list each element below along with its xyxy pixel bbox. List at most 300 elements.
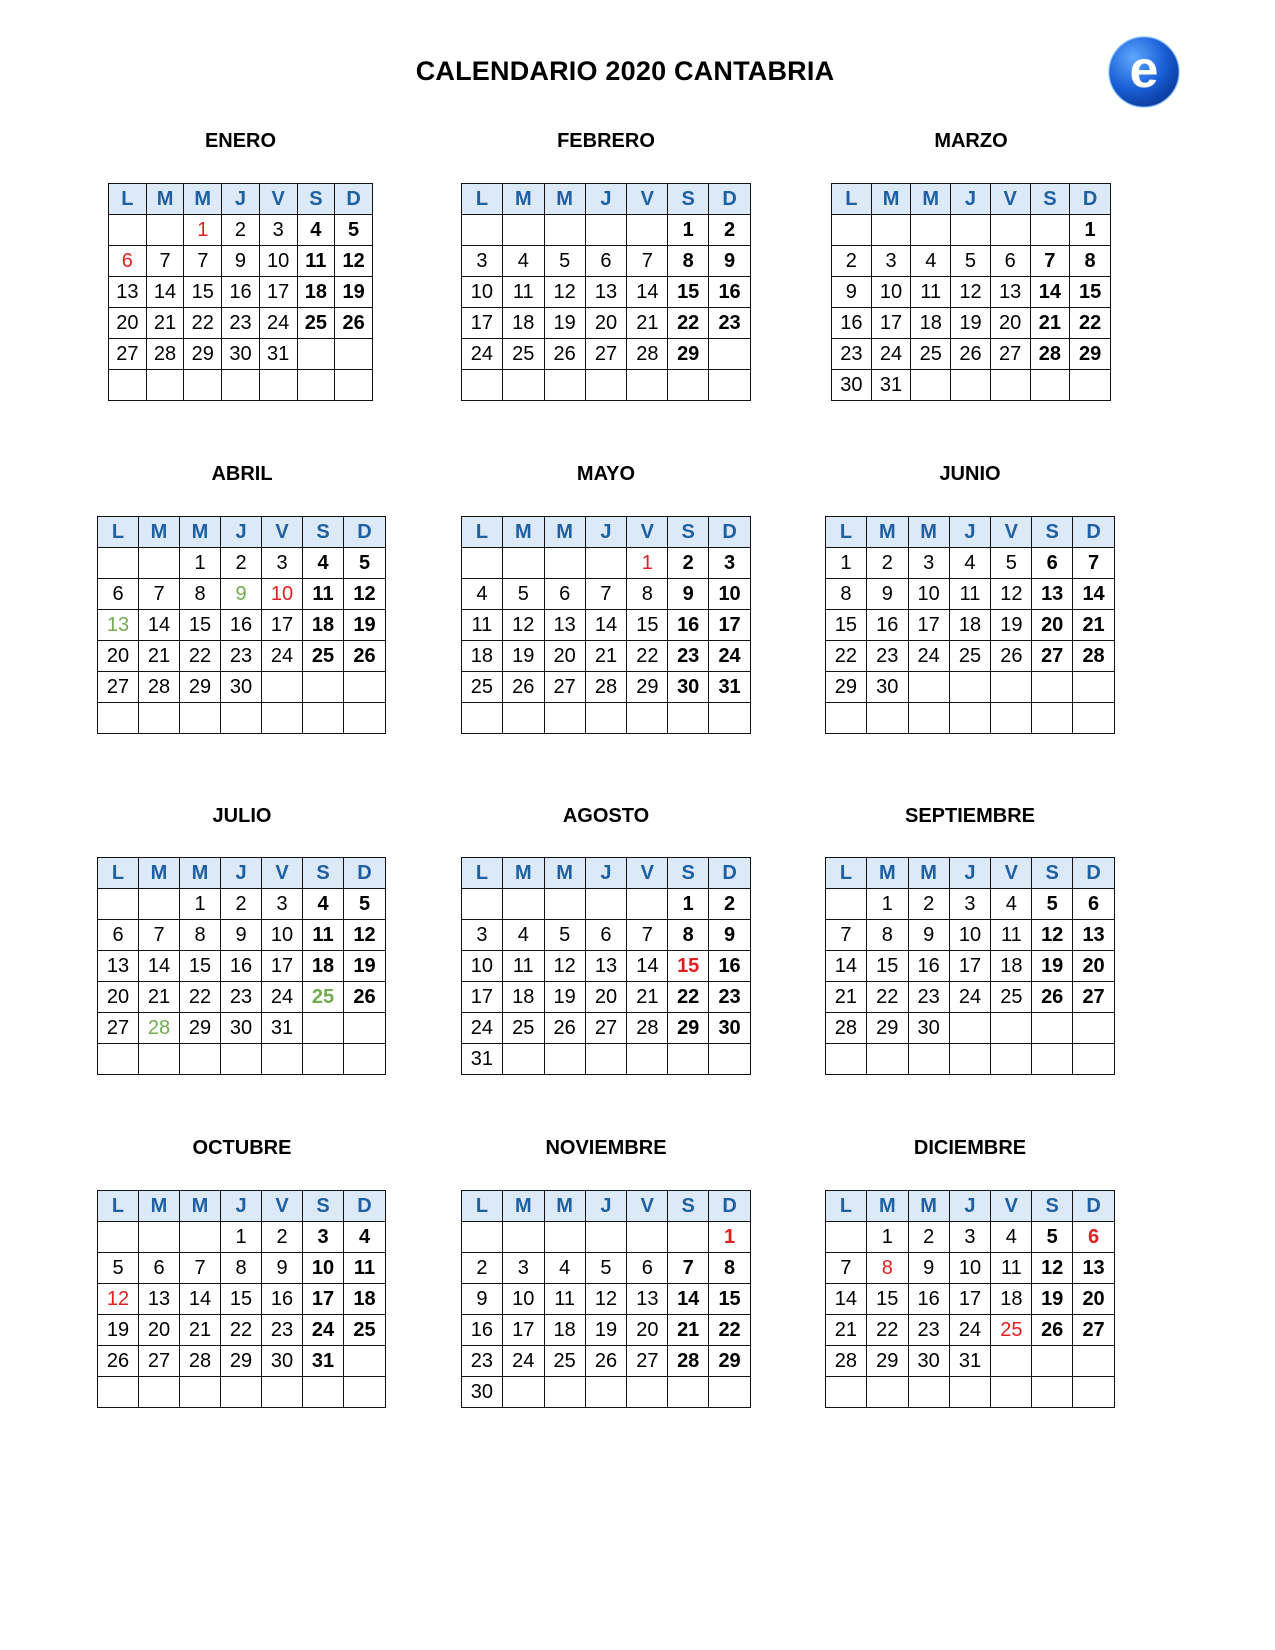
day-cell: 11: [544, 1284, 585, 1315]
day-cell: [502, 703, 544, 734]
day-cell: [297, 339, 335, 370]
day-cell: 9: [668, 579, 709, 610]
day-cell: [462, 889, 503, 920]
logo-letter: e: [1129, 41, 1159, 99]
weekday-header: M: [139, 858, 180, 889]
month-table: [461, 1190, 751, 1408]
day-cell: 1: [866, 1222, 908, 1253]
day-cell: 14: [826, 1284, 867, 1315]
day-cell: 24: [462, 339, 503, 370]
day-cell: 2: [866, 548, 908, 579]
day-cell: 24: [709, 641, 751, 672]
day-cell: 5: [335, 215, 373, 246]
day-cell: 12: [585, 1284, 627, 1315]
day-cell: 7: [184, 246, 222, 277]
day-cell: 27: [585, 339, 627, 370]
day-cell: [98, 889, 139, 920]
day-cell: 25: [991, 982, 1032, 1013]
day-cell: 29: [184, 339, 222, 370]
day-cell: 6: [1073, 1222, 1115, 1253]
month-octubre: [97, 1135, 387, 1372]
weekday-header: L: [462, 1191, 503, 1222]
day-cell: 27: [98, 672, 139, 703]
day-cell: [502, 1377, 544, 1408]
day-cell: 21: [1073, 610, 1115, 641]
day-cell: 28: [180, 1346, 221, 1377]
day-cell: 7: [627, 246, 668, 277]
day-cell: [627, 370, 668, 401]
weekday-header: S: [1032, 517, 1073, 548]
day-cell: 13: [98, 951, 139, 982]
day-cell: 30: [221, 672, 262, 703]
week-row: [826, 1346, 1115, 1377]
weekday-header: V: [627, 184, 668, 215]
day-cell: 8: [668, 920, 709, 951]
day-cell: [991, 1013, 1032, 1044]
day-cell: 6: [98, 920, 139, 951]
weekday-header: L: [826, 517, 867, 548]
day-cell: 24: [259, 308, 297, 339]
month-julio: [97, 803, 387, 1039]
weekday-header: M: [180, 517, 221, 548]
week-row: [462, 339, 751, 370]
month-name: NOVIEMBRE: [545, 1137, 667, 1159]
day-cell: [544, 1222, 585, 1253]
day-cell: [1032, 703, 1073, 734]
day-cell: 12: [344, 920, 386, 951]
day-cell: [627, 215, 668, 246]
weekday-header: S: [1030, 184, 1070, 215]
day-cell: [139, 548, 180, 579]
day-cell: 2: [668, 548, 709, 579]
weekday-header: D: [709, 517, 751, 548]
day-cell: 19: [344, 951, 386, 982]
day-cell: 17: [462, 982, 503, 1013]
day-cell: [585, 1222, 627, 1253]
week-row: [98, 1284, 386, 1315]
day-cell: [344, 1044, 386, 1075]
day-cell: [109, 215, 147, 246]
day-cell: 23: [709, 308, 751, 339]
day-cell: 2: [709, 889, 751, 920]
day-cell: 14: [1030, 277, 1070, 308]
day-cell: 26: [98, 1346, 139, 1377]
day-cell: [826, 1222, 867, 1253]
day-cell: [146, 370, 184, 401]
day-cell: [951, 370, 991, 401]
day-cell: 21: [826, 1315, 867, 1346]
week-row: [462, 703, 751, 734]
day-cell: [297, 370, 335, 401]
day-cell: [826, 889, 867, 920]
day-cell: [668, 1222, 709, 1253]
month-noviembre: [461, 1135, 751, 1403]
day-cell: [908, 1377, 949, 1408]
day-cell: [262, 703, 303, 734]
day-cell: 9: [866, 579, 908, 610]
day-cell: 14: [668, 1284, 709, 1315]
month-table: [461, 183, 751, 401]
day-cell: 19: [951, 308, 991, 339]
day-cell: 17: [262, 610, 303, 641]
week-row: [98, 1222, 386, 1253]
week-row: [826, 610, 1115, 641]
day-cell: [949, 1377, 991, 1408]
day-cell: [139, 1044, 180, 1075]
day-cell: 24: [262, 982, 303, 1013]
day-cell: [344, 1346, 386, 1377]
month-table: [97, 516, 386, 734]
day-cell: 2: [709, 215, 751, 246]
weekday-header: S: [303, 1191, 344, 1222]
weekday-header: L: [98, 517, 139, 548]
weekday-header: D: [1073, 858, 1115, 889]
weekday-header: L: [462, 184, 503, 215]
day-cell: 22: [221, 1315, 262, 1346]
day-cell: [462, 548, 503, 579]
day-cell: 2: [908, 889, 949, 920]
week-row: [98, 548, 386, 579]
day-cell: [1070, 370, 1111, 401]
day-cell: [462, 1222, 503, 1253]
weekday-header: M: [908, 1191, 949, 1222]
week-row: [826, 703, 1115, 734]
week-row: [98, 982, 386, 1013]
weekday-header: M: [502, 517, 544, 548]
month-table: [97, 1190, 386, 1408]
day-cell: 16: [262, 1284, 303, 1315]
week-row: [98, 1044, 386, 1075]
day-cell: 18: [991, 951, 1032, 982]
day-cell: 11: [991, 920, 1032, 951]
day-cell: 3: [502, 1253, 544, 1284]
day-cell: 20: [627, 1315, 668, 1346]
week-row: [826, 920, 1115, 951]
weekday-header: L: [462, 517, 503, 548]
page-title: CALENDARIO 2020 CANTABRIA: [415, 56, 835, 86]
day-cell: 22: [668, 982, 709, 1013]
week-row: [98, 672, 386, 703]
month-enero: [108, 128, 373, 365]
weekday-header: M: [544, 858, 585, 889]
day-cell: 6: [585, 920, 627, 951]
week-row: [826, 982, 1115, 1013]
day-cell: 3: [949, 889, 991, 920]
day-cell: [180, 703, 221, 734]
day-cell: [544, 1377, 585, 1408]
month-table: [108, 183, 373, 401]
week-row: [826, 1315, 1115, 1346]
day-cell: [259, 370, 297, 401]
day-cell: 21: [627, 982, 668, 1013]
day-cell: 18: [949, 610, 991, 641]
day-cell: 9: [221, 920, 262, 951]
day-cell: 11: [991, 1253, 1032, 1284]
week-row: [462, 610, 751, 641]
day-cell: [709, 339, 751, 370]
day-cell: 4: [344, 1222, 386, 1253]
day-cell: 31: [462, 1044, 503, 1075]
day-cell: 3: [462, 920, 503, 951]
week-row: [826, 641, 1115, 672]
day-cell: 20: [1073, 1284, 1115, 1315]
day-cell: 28: [826, 1013, 867, 1044]
day-cell: [462, 370, 503, 401]
day-cell: 29: [180, 672, 221, 703]
day-cell: [911, 370, 951, 401]
day-cell: 5: [1032, 1222, 1073, 1253]
day-cell: [462, 215, 503, 246]
day-cell: 13: [1073, 920, 1115, 951]
day-cell: [991, 703, 1032, 734]
week-row: [98, 641, 386, 672]
day-cell: [502, 548, 544, 579]
month-name: JULIO: [212, 805, 272, 827]
day-cell: [990, 215, 1030, 246]
week-row: [826, 1044, 1115, 1075]
day-cell: [585, 1377, 627, 1408]
day-cell: 13: [109, 277, 147, 308]
day-cell: 24: [908, 641, 949, 672]
day-cell: [344, 1377, 386, 1408]
day-cell: 20: [585, 982, 627, 1013]
weekday-header: D: [709, 858, 751, 889]
day-cell: 31: [949, 1346, 991, 1377]
week-row: [462, 1253, 751, 1284]
month-name: ENERO: [204, 130, 277, 152]
day-cell: [585, 215, 627, 246]
day-cell: 28: [627, 1013, 668, 1044]
weekday-header: L: [826, 858, 867, 889]
month-name: MARZO: [934, 130, 1008, 152]
day-cell: 15: [180, 951, 221, 982]
weekday-header: V: [627, 1191, 668, 1222]
day-cell: 3: [462, 246, 503, 277]
day-cell: 8: [668, 246, 709, 277]
weekday-header: M: [911, 184, 951, 215]
week-row: [98, 1013, 386, 1044]
day-cell: 27: [1073, 982, 1115, 1013]
day-cell: 8: [826, 579, 867, 610]
day-cell: 8: [180, 920, 221, 951]
week-row: [832, 277, 1111, 308]
day-cell: 12: [335, 246, 373, 277]
week-row: [462, 246, 751, 277]
day-cell: 7: [139, 920, 180, 951]
day-cell: 3: [303, 1222, 344, 1253]
day-cell: 4: [949, 548, 991, 579]
day-cell: 30: [832, 370, 872, 401]
day-cell: [709, 370, 751, 401]
week-row: [98, 610, 386, 641]
day-cell: 6: [109, 246, 147, 277]
day-cell: 23: [832, 339, 872, 370]
day-cell: 9: [832, 277, 872, 308]
day-cell: 17: [949, 1284, 991, 1315]
day-cell: 22: [627, 641, 668, 672]
day-cell: 30: [262, 1346, 303, 1377]
day-cell: 16: [709, 277, 751, 308]
day-cell: 11: [949, 579, 991, 610]
day-cell: 10: [262, 579, 303, 610]
week-row: [462, 1284, 751, 1315]
day-cell: [991, 1346, 1032, 1377]
day-cell: [303, 1013, 344, 1044]
day-cell: 2: [221, 889, 262, 920]
day-cell: 24: [462, 1013, 503, 1044]
day-cell: 3: [908, 548, 949, 579]
day-cell: [98, 1044, 139, 1075]
day-cell: 12: [951, 277, 991, 308]
day-cell: 5: [951, 246, 991, 277]
day-cell: 28: [139, 1013, 180, 1044]
day-cell: 11: [462, 610, 503, 641]
day-cell: 6: [544, 579, 585, 610]
month-name: DICIEMBRE: [913, 1137, 1027, 1159]
day-cell: 18: [991, 1284, 1032, 1315]
day-cell: [585, 889, 627, 920]
day-cell: [180, 1222, 221, 1253]
day-cell: 21: [139, 641, 180, 672]
day-cell: 27: [98, 1013, 139, 1044]
day-cell: 27: [1073, 1315, 1115, 1346]
day-cell: 24: [949, 1315, 991, 1346]
day-cell: 9: [222, 246, 260, 277]
day-cell: [832, 215, 872, 246]
week-row: [98, 920, 386, 951]
day-cell: [949, 703, 991, 734]
day-cell: [911, 215, 951, 246]
week-row: [462, 1346, 751, 1377]
day-cell: 24: [949, 982, 991, 1013]
day-cell: 12: [502, 610, 544, 641]
day-cell: 9: [908, 920, 949, 951]
day-cell: 28: [668, 1346, 709, 1377]
day-cell: 9: [709, 246, 751, 277]
day-cell: 8: [180, 579, 221, 610]
day-cell: [98, 703, 139, 734]
day-cell: [826, 1377, 867, 1408]
day-cell: 2: [222, 215, 260, 246]
day-cell: [991, 672, 1032, 703]
day-cell: 6: [98, 579, 139, 610]
day-cell: 5: [991, 548, 1032, 579]
week-row: [98, 703, 386, 734]
week-row: [826, 1222, 1115, 1253]
weekday-header: J: [585, 1191, 627, 1222]
day-cell: 26: [951, 339, 991, 370]
day-cell: 25: [303, 641, 344, 672]
month-agosto: [461, 803, 751, 1070]
day-cell: [98, 1377, 139, 1408]
day-cell: 27: [585, 1013, 627, 1044]
day-cell: 11: [911, 277, 951, 308]
day-cell: 6: [1073, 889, 1115, 920]
day-cell: 18: [303, 951, 344, 982]
day-cell: [502, 1044, 544, 1075]
day-cell: 7: [1073, 548, 1115, 579]
day-cell: 23: [908, 982, 949, 1013]
weekday-header: L: [462, 858, 503, 889]
day-cell: [544, 215, 585, 246]
week-row: [462, 548, 751, 579]
day-cell: 20: [585, 308, 627, 339]
day-cell: 29: [627, 672, 668, 703]
day-cell: 15: [180, 610, 221, 641]
day-cell: [139, 889, 180, 920]
day-cell: 26: [544, 339, 585, 370]
day-cell: 4: [303, 548, 344, 579]
weekday-header: V: [991, 517, 1032, 548]
day-cell: 25: [303, 982, 344, 1013]
day-cell: [544, 703, 585, 734]
day-cell: 4: [911, 246, 951, 277]
day-cell: 16: [221, 951, 262, 982]
week-row: [98, 1346, 386, 1377]
day-cell: 29: [826, 672, 867, 703]
day-cell: 9: [462, 1284, 503, 1315]
weekday-header: S: [303, 517, 344, 548]
month-table: [825, 516, 1115, 734]
day-cell: 24: [502, 1346, 544, 1377]
day-cell: [344, 672, 386, 703]
week-row: [109, 339, 373, 370]
day-cell: 2: [221, 548, 262, 579]
week-row: [826, 1377, 1115, 1408]
day-cell: 7: [146, 246, 184, 277]
day-cell: [871, 215, 911, 246]
day-cell: [180, 1044, 221, 1075]
day-cell: 27: [1032, 641, 1073, 672]
day-cell: 12: [544, 951, 585, 982]
day-cell: 21: [826, 982, 867, 1013]
day-cell: [668, 370, 709, 401]
day-cell: [1073, 672, 1115, 703]
day-cell: 8: [866, 920, 908, 951]
day-cell: 10: [462, 277, 503, 308]
weekday-header: J: [949, 1191, 991, 1222]
day-cell: 30: [668, 672, 709, 703]
day-cell: 21: [668, 1315, 709, 1346]
week-row: [826, 889, 1115, 920]
day-cell: 28: [826, 1346, 867, 1377]
day-cell: 14: [139, 610, 180, 641]
day-cell: [1032, 672, 1073, 703]
day-cell: [344, 1013, 386, 1044]
day-cell: 9: [709, 920, 751, 951]
month-table: [97, 857, 386, 1075]
day-cell: [826, 703, 867, 734]
day-cell: 8: [627, 579, 668, 610]
day-cell: 5: [544, 246, 585, 277]
day-cell: 4: [502, 246, 544, 277]
day-cell: 4: [991, 1222, 1032, 1253]
weekday-header: J: [221, 1191, 262, 1222]
day-cell: 15: [866, 951, 908, 982]
day-cell: [502, 889, 544, 920]
week-row: [462, 370, 751, 401]
week-row: [832, 370, 1111, 401]
week-row: [462, 1315, 751, 1346]
weekday-header: D: [344, 517, 386, 548]
day-cell: 25: [462, 672, 503, 703]
day-cell: 17: [949, 951, 991, 982]
day-cell: 5: [502, 579, 544, 610]
week-row: [832, 339, 1111, 370]
month-marzo: [831, 128, 1111, 396]
day-cell: 29: [668, 339, 709, 370]
day-cell: 29: [221, 1346, 262, 1377]
